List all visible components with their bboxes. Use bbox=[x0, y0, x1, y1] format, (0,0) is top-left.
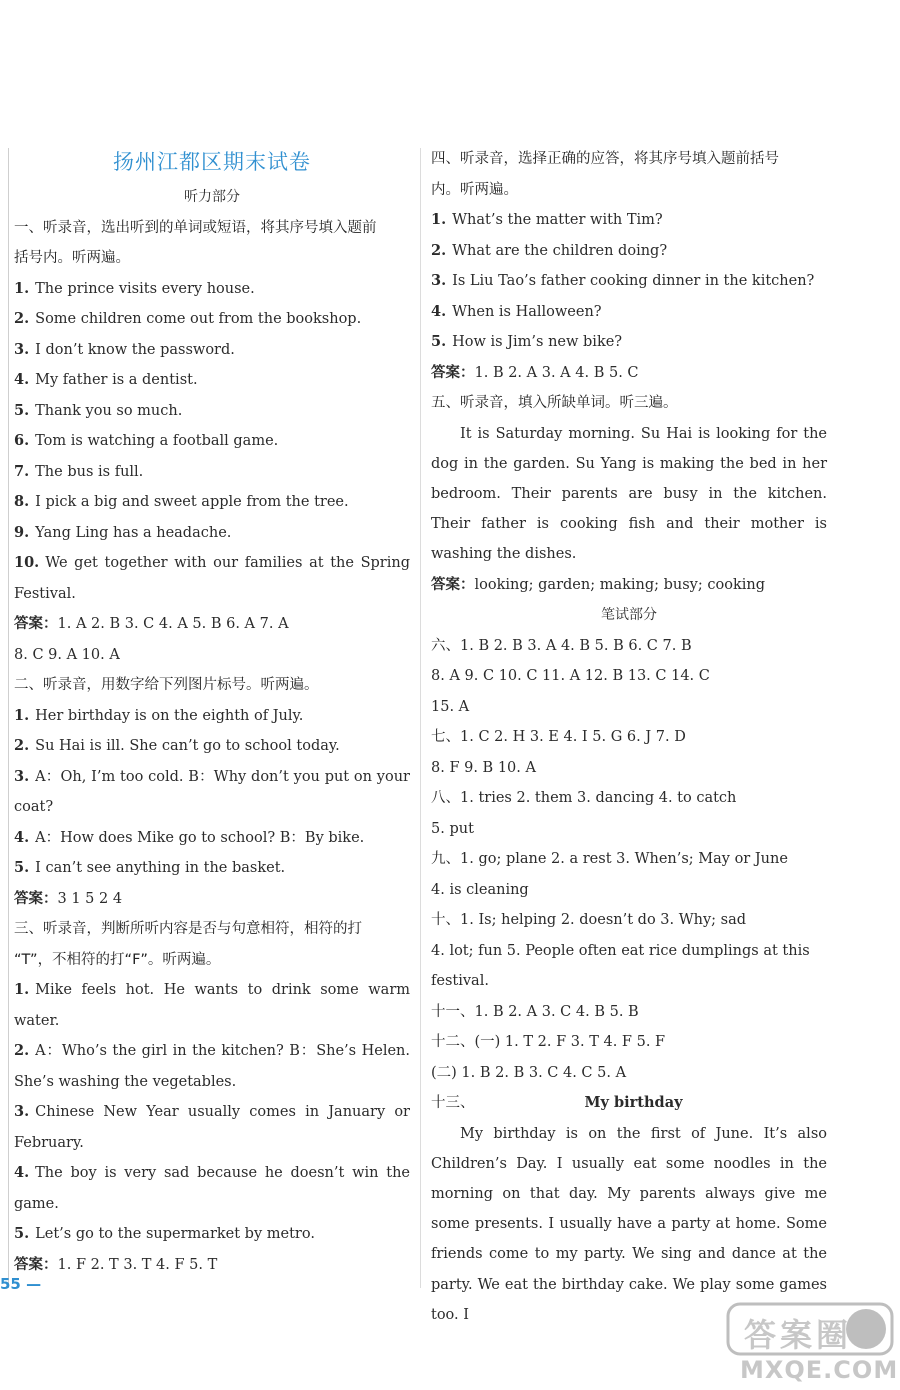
answer-group-label: 九、 bbox=[431, 851, 460, 868]
item-text: Her birthday is on the eighth of July. bbox=[35, 707, 304, 724]
section-13-label: 十三、 bbox=[431, 1095, 475, 1112]
answer-text: 1. C 2. H 3. E 4. I 5. G 6. J 7. D bbox=[460, 729, 686, 746]
item-number: 4. bbox=[14, 828, 30, 846]
answer-line bbox=[431, 722, 827, 753]
answer-line bbox=[431, 692, 827, 723]
item-text: What’s the matter with Tim? bbox=[452, 212, 663, 228]
item-text: My father is a dentist. bbox=[35, 372, 198, 388]
item-text: I can’t see anything in the basket. bbox=[35, 860, 286, 876]
written-section-title: 笔试部分 bbox=[601, 607, 657, 624]
section-13-heading bbox=[431, 1088, 827, 1119]
item-text: Yang Ling has a headache. bbox=[35, 524, 232, 541]
answer-text: 1. A 2. B 3. C 4. A 5. B 6. A 7. A bbox=[57, 616, 289, 632]
answer-group-label: 十二、 bbox=[431, 1034, 475, 1051]
column-divider bbox=[420, 148, 421, 1288]
answer-line bbox=[431, 844, 827, 875]
answer-label: 答案： bbox=[14, 890, 58, 907]
answer-line bbox=[431, 1058, 827, 1089]
section-5-answer bbox=[431, 570, 827, 601]
item-number: 4. bbox=[14, 1164, 30, 1181]
item-text: Is Liu Tao’s father cooking dinner in the kitchen? bbox=[452, 273, 815, 289]
answer-text: 5. put bbox=[431, 820, 474, 837]
watermark-top-text: 答案圈 bbox=[744, 1316, 853, 1354]
left-margin-rule bbox=[8, 148, 9, 1288]
item-number: 1. bbox=[14, 981, 30, 998]
list-item bbox=[14, 396, 410, 427]
section-1-items bbox=[14, 274, 410, 610]
item-number: 6. bbox=[14, 432, 30, 449]
section-2-items bbox=[14, 701, 410, 884]
answer-line bbox=[431, 661, 827, 692]
list-item bbox=[14, 1219, 410, 1250]
item-text: When is Halloween? bbox=[452, 303, 602, 320]
list-item bbox=[14, 548, 410, 609]
answer-line bbox=[431, 905, 827, 936]
item-text: Mike feels hot. He wants to drink some warm water. bbox=[14, 982, 410, 1029]
section-5-heading: 五、听录音，填入所缺单词。听三遍。 bbox=[431, 395, 678, 411]
item-number: 4. bbox=[431, 302, 447, 320]
item-text: Let’s go to the supermarket by metro. bbox=[35, 1226, 315, 1242]
list-item bbox=[14, 823, 410, 854]
answer-line bbox=[431, 753, 827, 784]
item-text: The bus is full. bbox=[35, 463, 144, 480]
watermark-bottom-text: MXQE.COM bbox=[740, 1356, 899, 1384]
item-text: The prince visits every house. bbox=[35, 280, 255, 297]
answer-line bbox=[431, 936, 827, 967]
section-3-items bbox=[14, 975, 410, 1250]
section-3-heading-line-1: 三、听录音，判断所听内容是否与句意相符，相符的打 bbox=[14, 921, 362, 937]
item-number: 2. bbox=[431, 241, 447, 259]
section-1-heading-line-1: 一、听录音，选出听到的单词或短语，将其序号填入题前 bbox=[14, 219, 377, 236]
answer-label: 答案： bbox=[14, 616, 58, 632]
list-item bbox=[14, 457, 410, 488]
answer-text: 1. B 2. A 3. C 4. B 5. B bbox=[474, 1003, 639, 1020]
list-item bbox=[14, 731, 410, 762]
answer-line bbox=[431, 783, 827, 814]
section-4 bbox=[431, 144, 827, 388]
item-number: 4. bbox=[14, 371, 30, 388]
list-item bbox=[14, 1097, 410, 1158]
section-2 bbox=[14, 670, 410, 914]
list-item bbox=[14, 701, 410, 732]
answer-text: looking; garden; making; busy; cooking bbox=[474, 576, 765, 593]
item-number: 1. bbox=[14, 279, 30, 297]
page-number: 55 — bbox=[0, 1275, 42, 1293]
item-text: Tom is watching a football game. bbox=[35, 433, 279, 449]
listening-section-title: 听力部分 bbox=[184, 189, 240, 205]
answer-text: 3 1 5 2 4 bbox=[57, 890, 123, 907]
item-number: 5. bbox=[431, 333, 447, 350]
item-number: 3. bbox=[14, 1103, 30, 1120]
answer-text: 1. F 2. T 3. T 4. F 5. T bbox=[57, 1256, 218, 1273]
section-4-answer bbox=[431, 358, 827, 389]
item-text: I don’t know the password. bbox=[35, 341, 235, 358]
list-item bbox=[14, 304, 410, 335]
list-item bbox=[14, 853, 410, 884]
item-number: 2. bbox=[14, 310, 30, 327]
answer-text: 8. F 9. B 10. A bbox=[431, 759, 536, 776]
answer-group-label: 六、 bbox=[431, 637, 460, 654]
answer-line bbox=[431, 966, 827, 997]
item-text: A：Oh, I’m too cold. B：Why don’t you put on your coat? bbox=[14, 768, 410, 815]
answer-text: (一) 1. T 2. F 3. T 4. F 5. F bbox=[474, 1034, 666, 1051]
answer-label: 答案： bbox=[431, 364, 475, 381]
section-3 bbox=[14, 914, 410, 1280]
answer-group-label: 十一、 bbox=[431, 1003, 475, 1020]
list-item bbox=[14, 762, 410, 823]
item-number: 9. bbox=[14, 523, 30, 541]
answer-text: (二) 1. B 2. B 3. C 4. C 5. A bbox=[431, 1064, 627, 1081]
section-1-answer-cont: 8. C 9. A 10. A bbox=[14, 646, 120, 663]
section-2-heading: 二、听录音，用数字给下列图片标号。听两遍。 bbox=[14, 677, 319, 693]
item-number: 10. bbox=[14, 554, 40, 571]
section-5 bbox=[431, 388, 827, 600]
answer-text: 4. lot; fun 5. People often eat rice dumplings at this bbox=[431, 942, 810, 959]
item-number: 7. bbox=[14, 462, 30, 480]
answer-group-label: 八、 bbox=[431, 790, 460, 807]
item-text: How is Jim’s new bike? bbox=[452, 334, 623, 350]
item-number: 5. bbox=[14, 1225, 30, 1242]
item-text: Chinese New Year usually comes in January or February. bbox=[14, 1104, 410, 1151]
list-item bbox=[14, 487, 410, 518]
item-number: 3. bbox=[431, 272, 447, 289]
section-1-answer bbox=[14, 609, 410, 640]
answer-line bbox=[431, 631, 827, 662]
section-5-passage: It is Saturday morning. Su Hai is looking for the dog in the garden. Su Yang is making the bed in her bedroom. Their parents are busy in the kitchen. Their father is cooking fish and their mother is washing the dishes. bbox=[431, 425, 827, 563]
answer-text: 1. B 2. A 3. A 4. B 5. C bbox=[474, 364, 639, 381]
list-item bbox=[14, 274, 410, 305]
answer-line bbox=[431, 875, 827, 906]
answer-line bbox=[431, 814, 827, 845]
item-text: Su Hai is ill. She can’t go to school today. bbox=[35, 738, 340, 754]
page-title: 扬州江都区期末试卷 bbox=[113, 150, 311, 174]
list-item bbox=[14, 1158, 410, 1219]
right-column bbox=[431, 144, 827, 1323]
item-text: What are the children doing? bbox=[452, 242, 668, 259]
item-number: 3. bbox=[14, 767, 30, 785]
item-number: 3. bbox=[14, 340, 30, 358]
answer-label: 答案： bbox=[14, 1256, 58, 1273]
list-item bbox=[14, 1036, 410, 1097]
answer-group-label: 十、 bbox=[431, 912, 460, 929]
answer-groups bbox=[431, 631, 827, 1089]
essay-body: My birthday is on the first of June. It’s also Children’s Day. I usually eat some noodles in the morning on that day. My parents always give me some presents. I usually have a party at home. Some friends come to my party. We sing and dance at the party. We eat the birthday cake. We play some games too. I bbox=[431, 1125, 827, 1323]
item-number: 8. bbox=[14, 493, 30, 510]
list-item bbox=[14, 518, 410, 549]
item-text: I pick a big and sweet apple from the tree. bbox=[35, 494, 349, 510]
watermark-logo bbox=[726, 1298, 899, 1386]
answer-text: 1. tries 2. them 3. dancing 4. to catch bbox=[460, 790, 737, 807]
item-number: 1. bbox=[14, 706, 30, 724]
left-column bbox=[14, 142, 410, 1280]
answer-line bbox=[431, 1027, 827, 1058]
item-text: Thank you so much. bbox=[35, 402, 183, 419]
answer-text: 1. B 2. B 3. A 4. B 5. B 6. C 7. B bbox=[460, 637, 692, 654]
list-item bbox=[431, 266, 827, 297]
item-number: 5. bbox=[14, 401, 30, 419]
answer-text: 1. Is; helping 2. doesn’t do 3. Why; sad bbox=[460, 912, 747, 929]
list-item bbox=[14, 335, 410, 366]
section-1-heading-line-2: 括号内。听两遍。 bbox=[14, 250, 130, 266]
section-4-items bbox=[431, 205, 827, 358]
answer-label: 答案： bbox=[431, 576, 475, 593]
section-3-answer bbox=[14, 1250, 410, 1281]
item-number: 2. bbox=[14, 1042, 30, 1059]
item-text: A：Who’s the girl in the kitchen? B：She’s Helen. She’s washing the vegetables. bbox=[14, 1043, 410, 1090]
list-item bbox=[14, 975, 410, 1036]
section-1 bbox=[14, 213, 410, 671]
list-item bbox=[431, 205, 827, 236]
answer-text: 15. A bbox=[431, 698, 470, 715]
item-text: Some children come out from the bookshop. bbox=[35, 311, 362, 327]
answer-group-label: 七、 bbox=[431, 729, 460, 746]
answer-text: festival. bbox=[431, 973, 489, 990]
answer-text: 4. is cleaning bbox=[431, 881, 529, 898]
answer-text: 8. A 9. C 10. C 11. A 12. B 13. C 14. C bbox=[431, 668, 710, 685]
item-text: We get together with our families at the Spring Festival. bbox=[14, 555, 410, 602]
essay-title: My birthday bbox=[584, 1094, 683, 1112]
answer-text: 1. go; plane 2. a rest 3. When’s; May or June bbox=[460, 851, 788, 868]
section-3-heading-line-2: “T”，不相符的打“F”。听两遍。 bbox=[14, 951, 221, 968]
section-2-answer bbox=[14, 884, 410, 915]
list-item bbox=[431, 327, 827, 358]
item-number: 1. bbox=[431, 211, 447, 228]
list-item bbox=[14, 426, 410, 457]
list-item bbox=[431, 236, 827, 267]
section-4-heading-line-2: 内。听两遍。 bbox=[431, 181, 518, 198]
item-text: A：How does Mike go to school? B：By bike. bbox=[35, 829, 365, 846]
item-text: The boy is very sad because he doesn’t win the game. bbox=[14, 1165, 410, 1212]
list-item bbox=[431, 297, 827, 328]
section-4-heading-line-1: 四、听录音，选择正确的应答，将其序号填入题前括号 bbox=[431, 151, 779, 167]
item-number: 5. bbox=[14, 859, 30, 876]
answer-line bbox=[431, 997, 827, 1028]
item-number: 2. bbox=[14, 737, 30, 754]
section-13 bbox=[431, 1088, 827, 1323]
list-item bbox=[14, 365, 410, 396]
